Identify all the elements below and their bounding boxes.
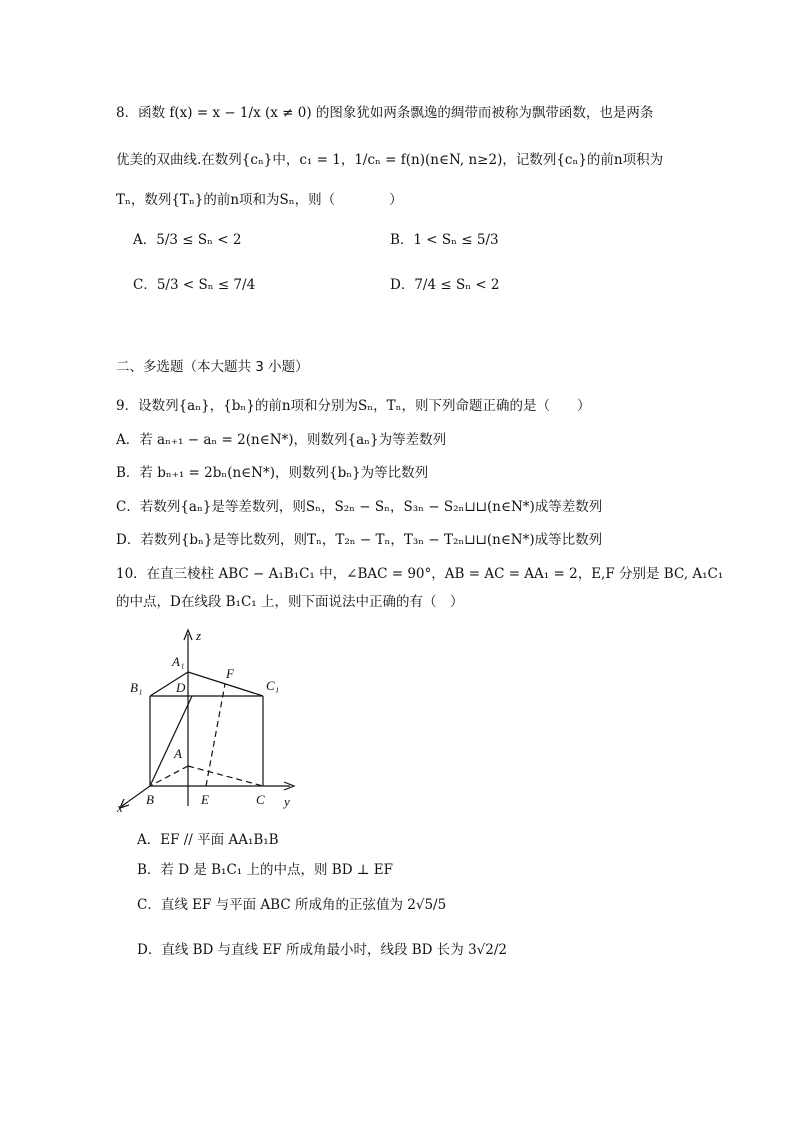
label-c: C xyxy=(256,792,265,807)
label-c1: C₁ xyxy=(266,678,280,693)
label-x: x xyxy=(117,800,123,815)
q10-line2: 的中点，D在线段 B₁C₁ 上，则下面说法中正确的有（ ） xyxy=(116,594,464,610)
label-e: E xyxy=(201,792,209,807)
q8-line3: Tₙ，数列{Tₙ}的前n项和为Sₙ，则（ ） xyxy=(116,192,403,208)
prism-figure xyxy=(112,626,327,816)
label-a1: A₁ xyxy=(172,654,185,669)
q8-option-a: A．5/3 ≤ Sₙ < 2 xyxy=(133,232,242,248)
segment-ef-hidden xyxy=(206,684,225,786)
q10-option-a: A．EF // 平面 AA₁B₁B xyxy=(137,832,279,848)
q8-line1: 8．函数 f(x) = x − 1/x (x ≠ 0) 的图象犹如两条飘逸的绸带而被称为飘带函数，也是两条 xyxy=(116,105,654,121)
label-z: z xyxy=(196,628,202,643)
q9-option-c: C．若数列{aₙ}是等差数列，则Sₙ，S₂ₙ − Sₙ，S₃ₙ − S₂ₙ⊔⊔(n∈N*)成等差数列 xyxy=(116,499,603,515)
q8-line2: 优美的双曲线.在数列{cₙ}中，c₁ = 1，1/cₙ = f(n)(n∈N, n≥2)，记数列{cₙ}的前n项积为 xyxy=(116,152,664,168)
label-y: y xyxy=(284,794,290,809)
q8-option-b: B．1 < Sₙ ≤ 5/3 xyxy=(390,232,499,248)
q8-option-d: D．7/4 ≤ Sₙ < 2 xyxy=(390,277,500,293)
label-f: F xyxy=(226,666,234,681)
q8-option-c: C．5/3 < Sₙ ≤ 7/4 xyxy=(133,277,256,293)
section-multiple-choice: 二、多选题（本大题共 3 小题） xyxy=(116,359,309,375)
label-b1: B₁ xyxy=(130,680,143,695)
label-a: A xyxy=(174,746,182,761)
q9-option-a: A．若 aₙ₊₁ − aₙ = 2(n∈N*)，则数列{aₙ}为等差数列 xyxy=(116,432,447,448)
prism-diagram xyxy=(112,626,327,816)
q9-option-b: B．若 bₙ₊₁ = 2bₙ(n∈N*)，则数列{bₙ}为等比数列 xyxy=(116,465,429,481)
edge-ac-hidden xyxy=(188,766,263,786)
label-b: B xyxy=(146,792,154,807)
q9-option-d: D．若数列{bₙ}是等比数列，则Tₙ，T₂ₙ − Tₙ，T₃ₙ − T₂ₙ⊔⊔(n∈N*)成等比数列 xyxy=(116,532,603,548)
label-d: D xyxy=(176,680,186,695)
q10-option-c: C．直线 EF 与平面 ABC 所成角的正弦值为 2√5/5 xyxy=(137,897,447,913)
q10-option-d: D．直线 BD 与直线 EF 所成角最小时，线段 BD 长为 3√2/2 xyxy=(137,942,507,958)
q10-option-b: B．若 D 是 B₁C₁ 上的中点，则 BD ⊥ EF xyxy=(137,862,394,878)
segment-bd xyxy=(150,696,192,786)
edge-ab-hidden xyxy=(150,766,188,786)
q9-stem: 9．设数列{aₙ}，{bₙ}的前n项和分别为Sₙ，Tₙ，则下列命题正确的是（ ） xyxy=(116,398,591,414)
q10-line1: 10．在直三棱柱 ABC − A₁B₁C₁ 中，∠BAC = 90°，AB = AC = AA₁ = 2，E,F 分别是 BC, A₁C₁ xyxy=(116,566,724,582)
